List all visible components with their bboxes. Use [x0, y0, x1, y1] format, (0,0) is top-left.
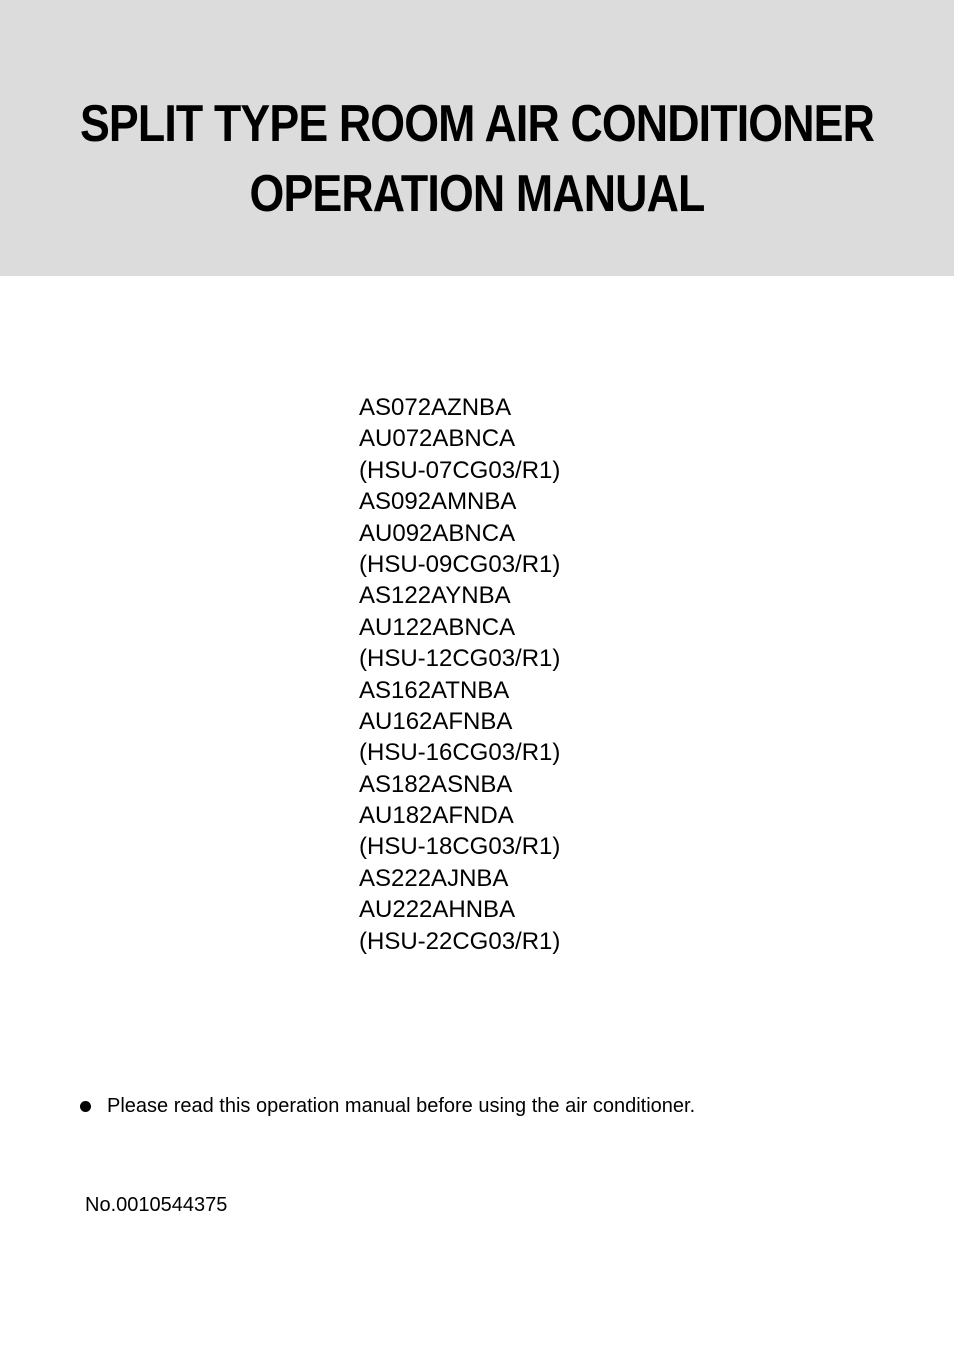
model-item: AS092AMNBA	[359, 488, 517, 516]
notice-text: Please read this operation manual before using the air conditioner.	[107, 1095, 696, 1117]
model-item: AS182ASNBA	[359, 770, 513, 798]
model-item: (HSU-16CG03/R1)	[359, 739, 561, 767]
document-number: No.0010544375	[85, 1194, 228, 1216]
model-list	[359, 392, 560, 957]
read-manual-notice	[80, 1093, 695, 1119]
header-band	[0, 0, 954, 276]
model-item: AS122AYNBA	[359, 582, 511, 610]
model-item: AU182AFNDA	[359, 802, 514, 830]
document-subtitle: OPERATION MANUAL	[249, 165, 705, 223]
model-item: AU092ABNCA	[359, 519, 516, 547]
model-item: (HSU-09CG03/R1)	[359, 550, 561, 578]
document-title: SPLIT TYPE ROOM AIR CONDITIONER	[79, 95, 875, 153]
bullet-icon	[80, 1101, 91, 1112]
model-item: (HSU-12CG03/R1)	[359, 645, 561, 673]
model-item: AU222AHNBA	[359, 896, 516, 924]
model-item: AU122ABNCA	[359, 613, 516, 641]
model-item: AU162AFNBA	[359, 707, 513, 735]
model-item: AS222AJNBA	[359, 864, 509, 892]
model-item: (HSU-22CG03/R1)	[359, 927, 561, 955]
model-item: (HSU-18CG03/R1)	[359, 833, 561, 861]
model-item: AU072ABNCA	[359, 425, 516, 453]
model-item: AS072AZNBA	[359, 394, 512, 421]
model-item: AS162ATNBA	[359, 676, 510, 704]
model-item: (HSU-07CG03/R1)	[359, 456, 561, 484]
